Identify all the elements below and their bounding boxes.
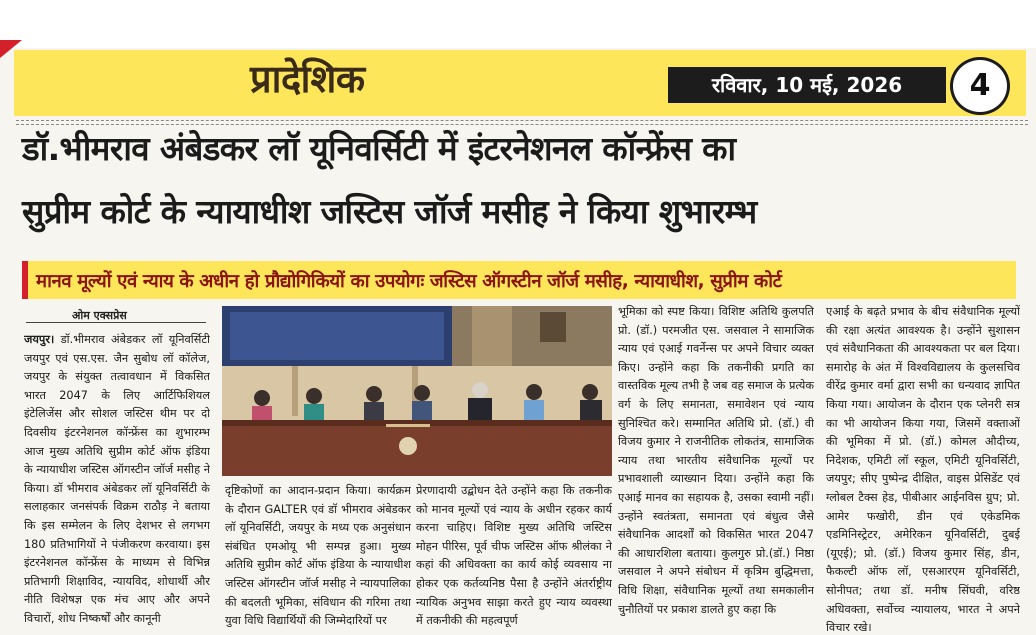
headline-line-1: डॉ.भीमराव अंबेडकर लॉ यूनिवर्सिटी में इंटरनेशनल कॉन्फ्रेंस का (22, 129, 736, 168)
article-column-4: भूमिका को स्पष्ट किया। विशिष्ट अतिथि कुलपति प्रो. (डॉ.) परमजीत एस. जसवाल ने सामाजिक न्याय एवं एआई गवर्नेन्स पर अपने विचार व्यक्त किए। उन्होंने कहा कि तकनीकी प्रगति का वास्तविक मूल्य तभी है जब वह समाज के प्रत्येक वर्ग के लिए समानता, समावेशन एवं न्याय सुनिश्चित करे। सम्मानित अतिथि प्रो. (डॉ.) वी विजय कुमार ने राजनीतिक लोकतंत्र, सामाजिक न्याय तथा भारतीय संवैधानिक मूल्यों पर प्रभावशाली व्याख्यान दिया। उन्होंने कहा कि एआई मानव का सहायक है, उसका स्वामी नहीं। उन्होंने स्वतंत्रता, समानता एवं बंधुत्व जैसे संवैधानिक आदर्शों को विकसित भारत 2047 की आधारशिला बताया। कुलगुरु प्रो.(डॉ.) निष्ठा जसवाल ने अपने संबोधन में कृत्रिम बुद्धिमत्ता, विधि शिक्षा, संवैधानिक मूल्यों तथा समकालीन चुनौतियों पर प्रकाश डालते हुए कहा कि (618, 305, 814, 616)
event-photo (222, 306, 612, 476)
headline-line-2: सुप्रीम कोर्ट के न्यायाधीश जस्टिस जॉर्ज मसीह ने किया शुभारम्भ (22, 192, 757, 231)
top-margin (0, 0, 1036, 48)
article-column-3: प्रेरणादायी उद्बोधन देते उन्होंने कहा कि तकनीक को मानव मूल्यों एवं न्याय के अधीन रहकर कार्य करना चाहिए। विशिष्ट मुख्य अतिथि जस्टिस मोहन पीरिस, पूर्व चीफ जस्टिस ऑफ श्रीलंका ने कहां की अधिवक्ता का कार्य कोई व्यवसाय ना होकर एक कर्तव्यनिष्ठ पैसा है उन्होंने अंतर्राष्ट्रीय न्यायिक अनुभव साझा करते हुए न्याय व्यवस्था में तकनीकी की महत्वपूर्ण (416, 484, 612, 628)
subheadline: मानव मूल्यों एवं न्याय के अधीन हो प्रौद्योगिकियों का उपयोगः जस्टिस ऑगस्टीन जॉर्ज मसीह, न्यायाधीश, सुप्रीम कोर्ट (36, 271, 782, 292)
byline: ओम एक्सप्रेस (72, 309, 127, 322)
event-photo-illustration (222, 306, 612, 476)
column-text: डॉ.भीमराव अंबेडकर लॉ यूनिवर्सिटी जयपुर एवं एस.एस. जैन सुबोध लॉ कॉलेज, जयपुर के संयुक्त तत्वावधान में विकसित भारत 2047 के लिए आर्टिफिशियल इंटेलिजेंस और सोशल जस्टिस थीम पर दो दिवसीय इंटरनेशनल कॉन्फ्रेंस का शुभारम्भ आज मुख्य अतिथि सुप्रीम कोर्ट ऑफ इंडिया के न्यायाधीश जस्टिस ऑगस्टीन जॉर्ज मसीह ने किया। डॉ भीमराव अंबेडकर लॉ यूनिवर्सिटी के सलाहकार जनसंपर्क विक्रम राठौड़ ने बताया कि इस सम्मेलन के लिए देशभर से लगभग 180 प्रतिभागियों ने पंजीकरण करवाया। इस इंटरनेशनल कॉन्फ्रेंस के माध्यम से विभिन्न प्रतिभागी शिक्षाविद, न्यायविद, शोधार्थी और नीति विशेषज्ञ एक मंच आए और अपने विचारों, शोध निष्कर्षों और कानूनी (24, 333, 210, 625)
page-number: 4 (950, 57, 1010, 115)
byline-rule (26, 322, 206, 323)
dateline: जयपुर। (24, 333, 55, 346)
article-column-2: दृष्टिकोणों का आदान-प्रदान किया। कार्यक्रम के दौरान GALTER एवं डॉ भीमराव अंबेडकर लॉ यूनिवर्सिटी, जयपुर के मध्य एक अनुसंधान संबंधित एमओयू भी सम्पन्न हुआ। मुख्य अतिथि सुप्रीम कोर्ट ऑफ इंडिया के न्यायाधीश जस्टिस ऑगस्टीन जॉर्ज मसीह ने न्यायपालिका की बदलती भूमिका, संविधान की गरिमा तथा युवा विधि विद्यार्थियों की जिम्मेदारियों पर (225, 484, 411, 628)
divider (16, 120, 1028, 121)
divider (16, 124, 1028, 125)
article-column-1 (24, 331, 210, 635)
issue-date: रविवार, 10 मई, 2026 (668, 67, 946, 103)
section-title: प्रादेशिक (250, 56, 365, 101)
article-column-5: एआई के बढ़ते प्रभाव के बीच संवैधानिक मूल्यों की रक्षा अत्यंत आवश्यक है। उन्होंने सुशासन एवं संवैधानिकता की आवश्यकता पर बल दिया। समारोह के अंत में विश्वविद्यालय के कुलसचिव वीरेंद्र कुमार वर्मा द्वारा सभी का धन्यवाद ज्ञापित किया गया। आयोजन के दौरान एक प्लेनरी सत्र का भी आयोजन किया गया, जिसमें वक्ताओं की भूमिका में प्रो. (डॉ.) कोमल औदीच्य, निदेशक, एमिटी लॉ स्कूल, एमिटी यूनिवर्सिटी, जयपुर; सीए पुष्पेन्द्र दीक्षित, वाइस प्रेसिडेंट एवं ग्लोबल टैक्स हेड, पीबीआर आईनविस ग्रुप; प्रो. आमेर फखोरी, डीन एवं एकेडमिक एडमिनिस्ट्रेटर, अमेरिकन यूनिवर्सिटी, दुबई (यूएई); प्रो. (डॉ.) विजय कुमार सिंह, डीन, फैकल्टी ऑफ लॉ, एसआरएम यूनिवर्सिटी, सोनीपत; तथा डॉ. मनीष सिंघवी, वरिष्ठ अधिवक्ता, सर्वोच्च न्यायालय, भारत ने अपने विचार रखे। (826, 305, 1020, 635)
